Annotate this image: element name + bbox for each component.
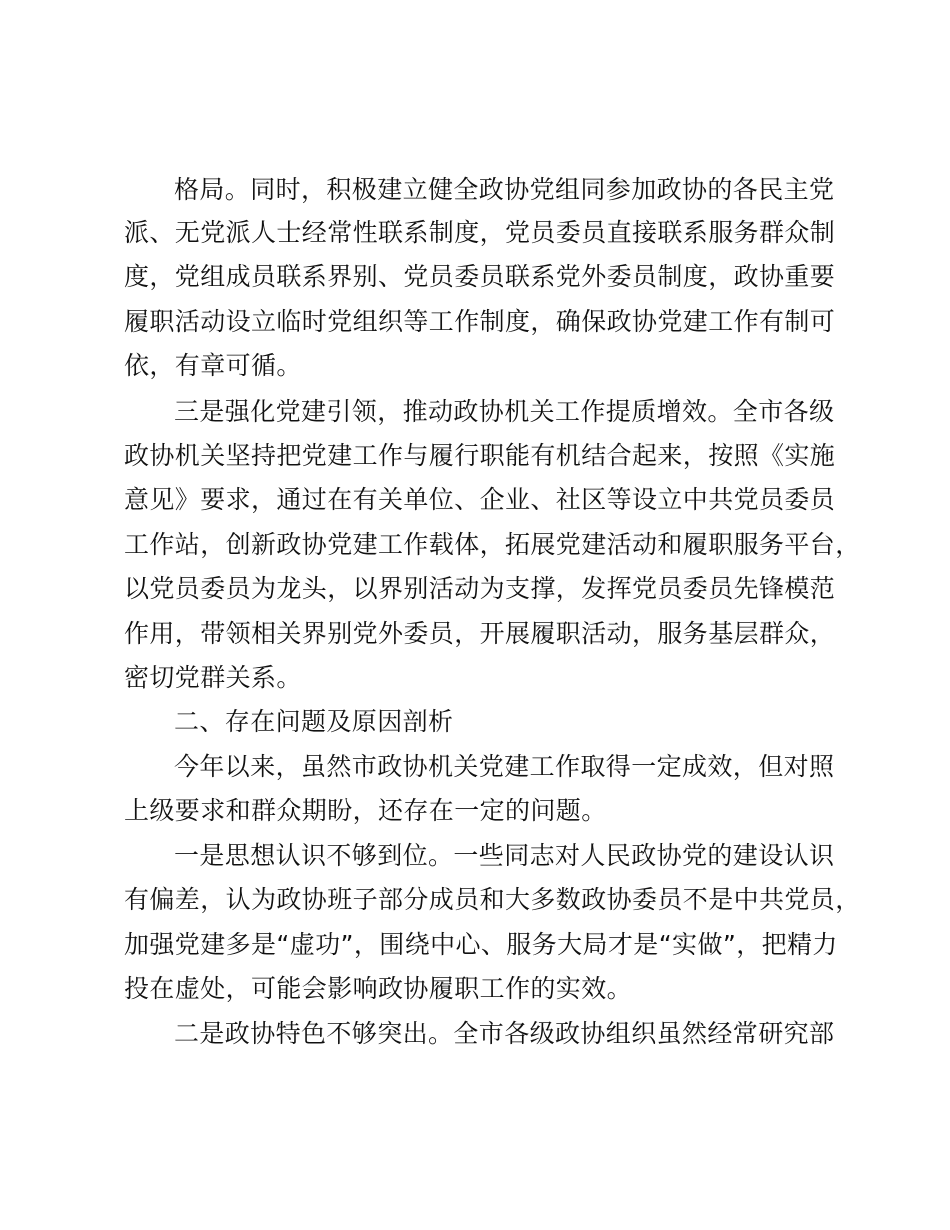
- paragraph-line: 作用，带领相关界别党外委员，开展履职活动，服务基层群众，: [124, 619, 836, 648]
- paragraph-line: 工作站，创新政协党建工作载体，拓展党建活动和履职服务平台，: [124, 530, 861, 559]
- paragraph-line: 政协机关坚持把党建工作与履行职能有机结合起来，按照《实施: [124, 441, 836, 470]
- paragraph-line: 依，有章可循。: [124, 351, 302, 380]
- paragraph-line: 上级要求和群众期盼，还存在一定的问题。: [124, 796, 607, 825]
- paragraph-line: 密切党群关系。: [124, 663, 302, 692]
- paragraph-line: 格局。同时，积极建立健全政协党组同参加政协的各民主党: [174, 175, 835, 204]
- paragraph-line: 以党员委员为龙头，以界别活动为支撑，发挥党员委员先锋模范: [124, 574, 836, 603]
- paragraph-line: 三是强化党建引领，推动政协机关工作提质增效。全市各级: [174, 397, 835, 426]
- section-heading: 二、存在问题及原因剖析: [174, 707, 454, 736]
- paragraph-line: 意见》要求，通过在有关单位、企业、社区等设立中共党员委员: [124, 485, 836, 514]
- paragraph-line: 一是思想认识不够到位。一些同志对人民政协党的建设认识: [174, 841, 835, 870]
- paragraph-line: 履职活动设立临时党组织等工作制度，确保政协党建工作有制可: [124, 307, 836, 336]
- paragraph-line: 有偏差，认为政协班子部分成员和大多数政协委员不是中共党员，: [124, 885, 861, 914]
- paragraph-line: 加强党建多是“虚功”，围绕中心、服务大局才是“实做”，把精力: [124, 930, 838, 959]
- paragraph-line: 二是政协特色不够突出。全市各级政协组织虽然经常研究部: [174, 1019, 835, 1048]
- paragraph-line: 今年以来，虽然市政协机关党建工作取得一定成效，但对照: [174, 752, 835, 781]
- paragraph-line: 投在虚处，可能会影响政协履职工作的实效。: [124, 974, 633, 1003]
- paragraph-line: 派、无党派人士经常性联系制度，党员委员直接联系服务群众制: [124, 218, 836, 247]
- paragraph-line: 度，党组成员联系界别、党员委员联系党外委员制度，政协重要: [124, 262, 836, 291]
